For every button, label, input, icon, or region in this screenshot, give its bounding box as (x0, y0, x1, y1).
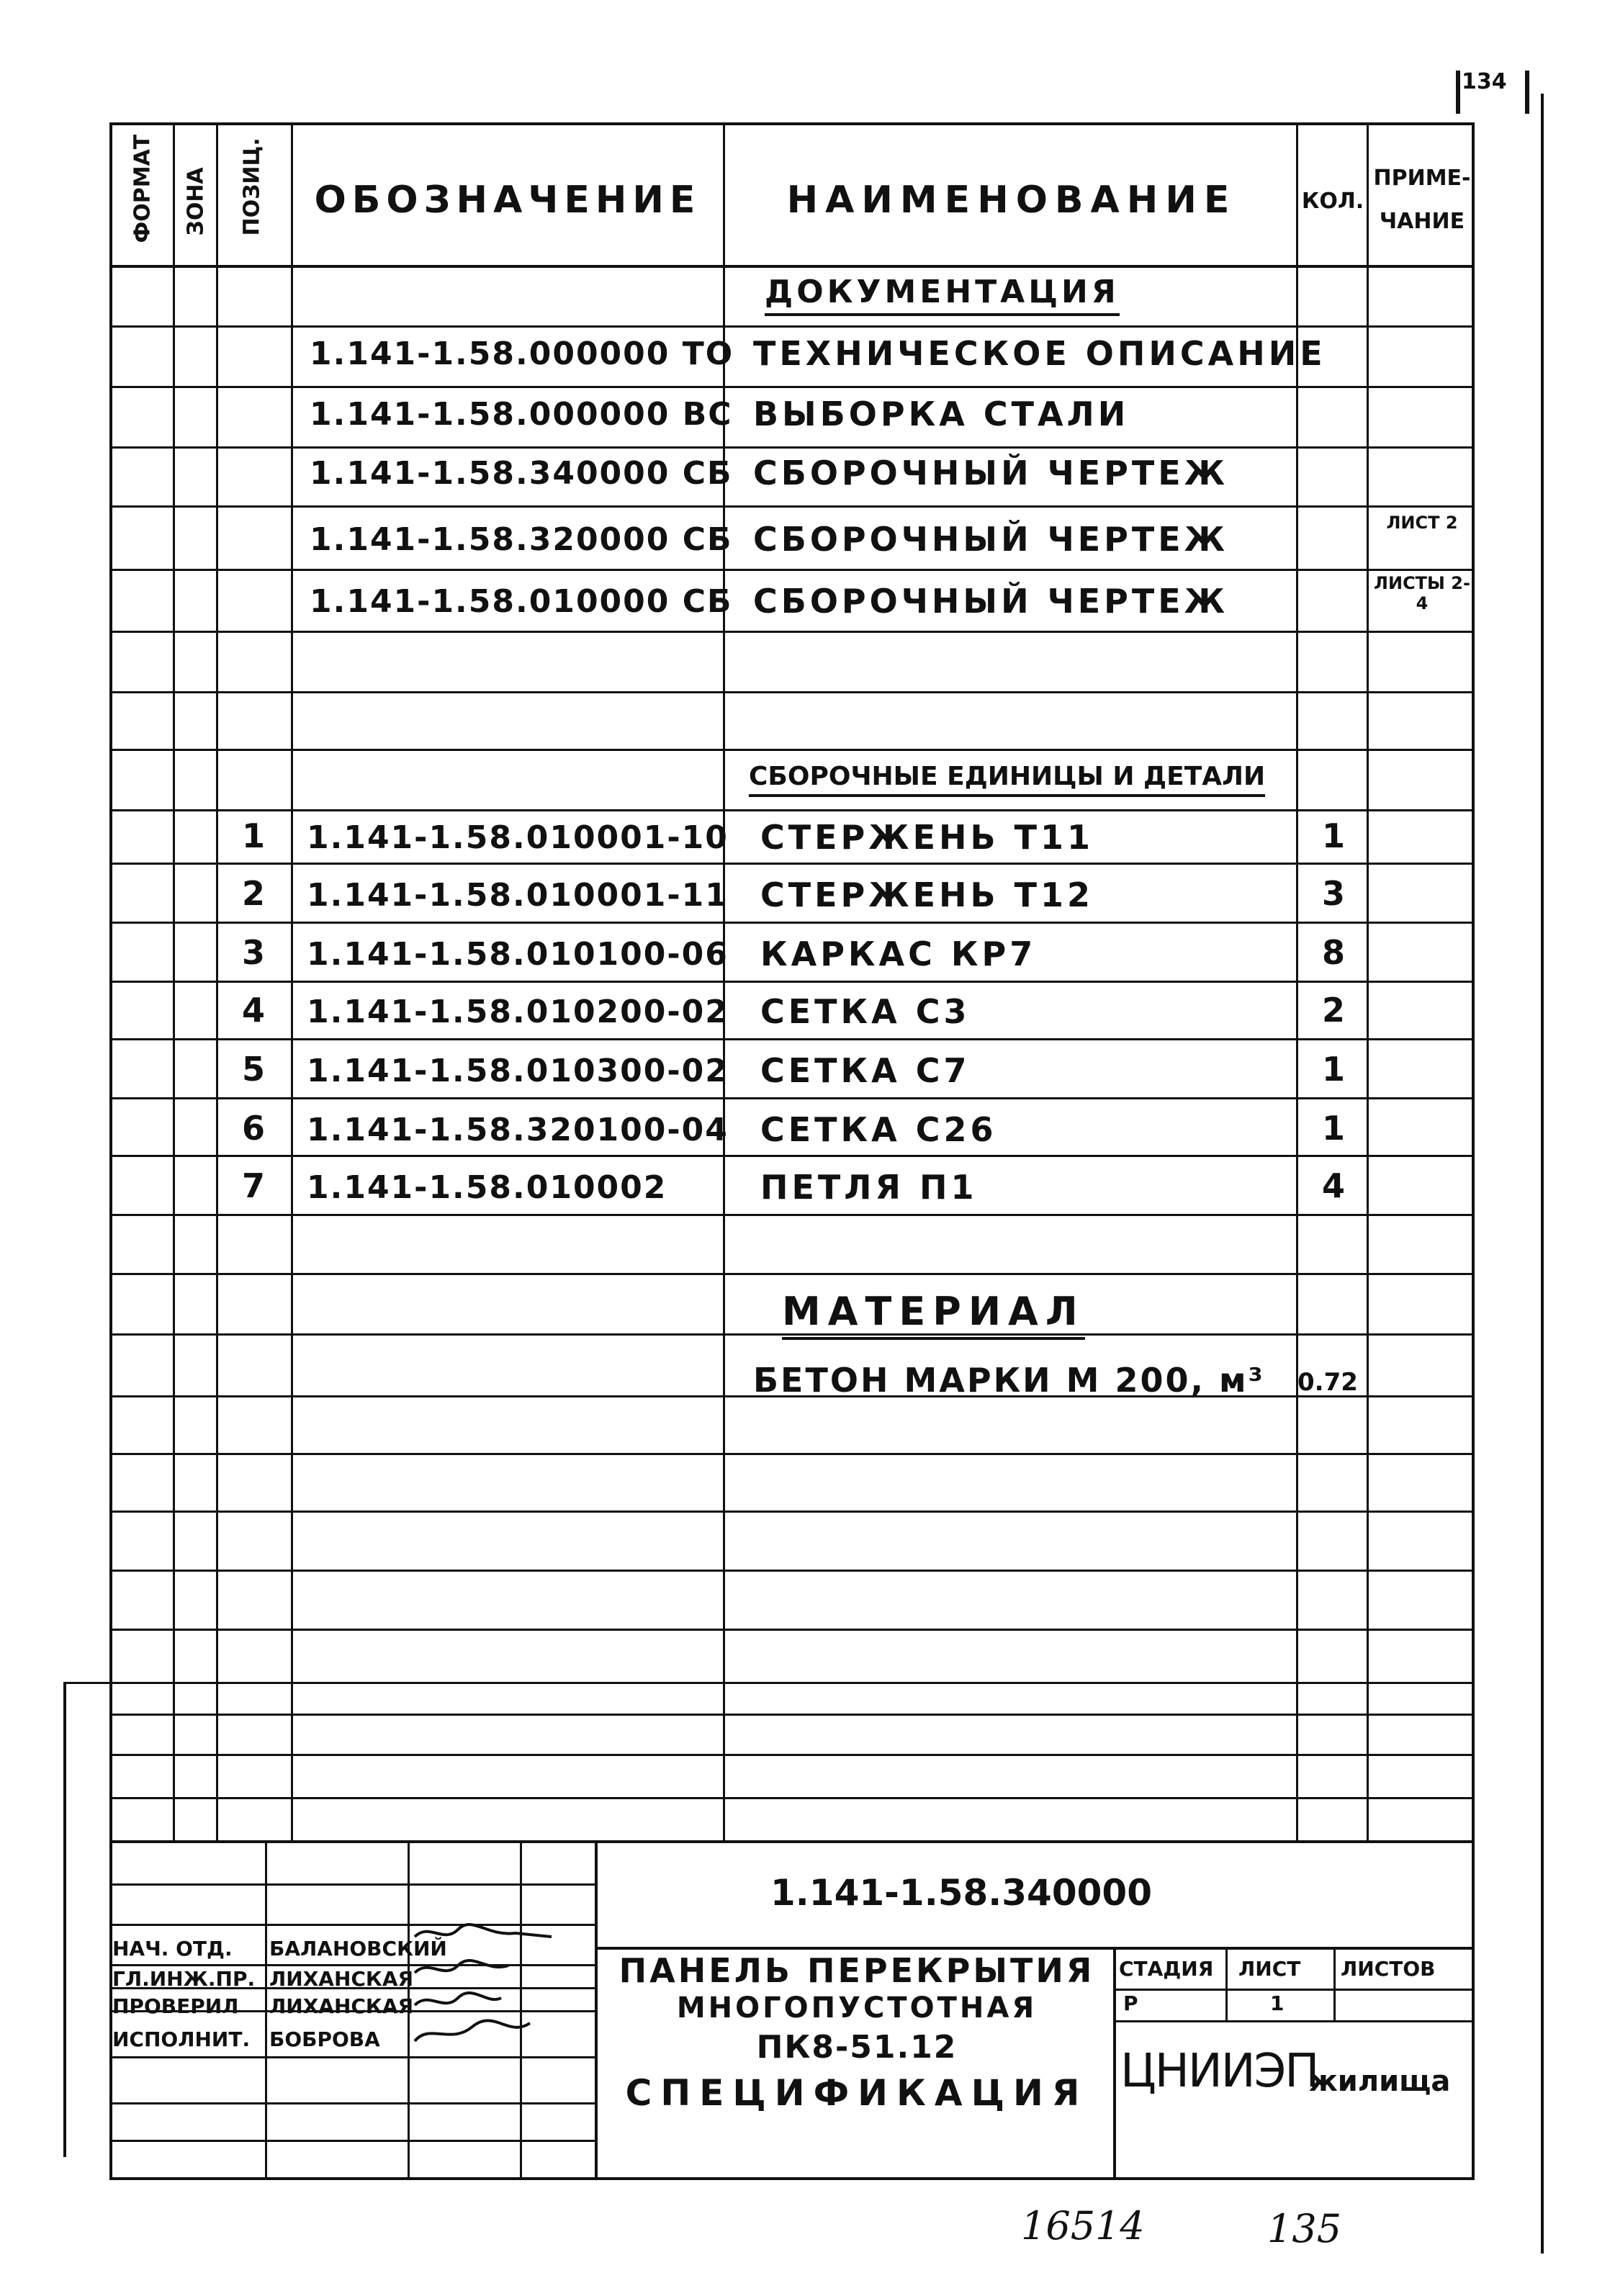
part-designation: 1.141-1.58.320100-04 (307, 1112, 729, 1148)
stamp-person: БАЛАНОВСКИЙ (269, 1937, 447, 1960)
doc-name: СБОРОЧНЫЙ ЧЕРТЕЖ (753, 454, 1229, 492)
right-margin-line (1541, 94, 1544, 2254)
part-designation: 1.141-1.58.010001-11 (307, 877, 729, 914)
stamp-title-1: ПАНЕЛЬ ПЕРЕКРЫТИЯ (618, 1951, 1095, 1990)
part-position: 5 (241, 1050, 265, 1089)
header-zone: ЗОНА (183, 167, 209, 236)
stamp-stage-value: Р (1123, 1991, 1138, 2015)
doc-name: СБОРОЧНЫЙ ЧЕРТЕЖ (753, 520, 1229, 559)
binding-margin-line (63, 1682, 66, 2157)
table-row-line (109, 1714, 1475, 1716)
header-format: ФОРМАТ (130, 134, 156, 243)
stamp-row-h (109, 2140, 595, 2142)
header-bottom-line (109, 265, 1475, 268)
part-designation: 1.141-1.58.010002 (307, 1169, 667, 1206)
stamp-top-line (109, 1840, 1475, 1843)
stamp-info-row-1 (1113, 1989, 1475, 1991)
part-name: КАРКАС КР7 (760, 935, 1037, 973)
stamp-row-g (109, 2102, 595, 2104)
table-row-line (109, 1038, 1475, 1040)
header-designation: ОБОЗНАЧЕНИЕ (314, 179, 701, 222)
part-name: СТЕРЖЕНЬ Т12 (760, 875, 1094, 914)
section-material: МАТЕРИАЛ (782, 1289, 1085, 1340)
signature-scribbles (408, 1915, 573, 2059)
part-position: 6 (241, 1109, 265, 1148)
stamp-title-3: ПК8-51.12 (756, 2029, 958, 2066)
table-row-line (109, 386, 1475, 388)
table-row-line (109, 1097, 1475, 1099)
stamp-info-row-2 (1113, 2020, 1475, 2022)
stamp-info-divider (1113, 1947, 1116, 2180)
section-parts: СБОРОЧНЫЕ ЕДИНИЦЫ И ДЕТАЛИ (749, 762, 1265, 797)
table-row-line (109, 1682, 1475, 1684)
table-row-line (109, 691, 1475, 693)
table-row-line (109, 1754, 1475, 1756)
section-documentation: ДОКУМЕНТАЦИЯ (765, 274, 1120, 316)
stamp-info-col-2 (1333, 1947, 1336, 2020)
table-row-line (109, 749, 1475, 751)
table-row-line (109, 922, 1475, 924)
stamp-row-a (109, 1883, 595, 1886)
doc-name: ТЕХНИЧЕСКОЕ ОПИСАНИЕ (753, 334, 1326, 373)
part-designation: 1.141-1.58.010001-10 (307, 819, 729, 856)
table-row-line (109, 1797, 1475, 1799)
stamp-sheet-value: 1 (1270, 1991, 1285, 2015)
table-row-line (109, 505, 1475, 508)
stamp-person: ЛИХАНСКАЯ (269, 1994, 414, 2018)
table-row-line (109, 1273, 1475, 1275)
part-position: 2 (241, 874, 265, 913)
stamp-role: ИСПОЛНИТ. (112, 2027, 251, 2051)
table-row-line (109, 1155, 1475, 1157)
part-designation: 1.141-1.58.010100-06 (307, 936, 729, 973)
part-qty: 8 (1321, 933, 1345, 972)
part-qty: 4 (1321, 1166, 1345, 1205)
part-position: 4 (241, 991, 265, 1030)
binding-margin-top (63, 1682, 109, 1684)
sheet-corner-number: 134 (1462, 69, 1507, 94)
table-row-line (109, 1214, 1475, 1216)
stamp-person: БОБРОВА (269, 2027, 380, 2051)
handwritten-number-right: 135 (1267, 2206, 1342, 2251)
material-qty: 0.72 (1297, 1368, 1358, 1397)
stamp-info-col-1 (1225, 1947, 1228, 2020)
doc-designation: 1.141-1.58.000000 ТО (310, 336, 734, 372)
doc-designation: 1.141-1.58.000000 ВС (310, 396, 733, 433)
header-name: НАИМЕНОВАНИЕ (786, 179, 1237, 222)
doc-designation: 1.141-1.58.010000 СБ (310, 583, 733, 620)
table-row-line (109, 1453, 1475, 1455)
table-row-line (109, 446, 1475, 449)
header-qty: КОЛ. (1301, 189, 1364, 214)
doc-note: ЛИСТ 2 (1386, 513, 1458, 533)
stamp-sheet-label: ЛИСТ (1238, 1957, 1301, 1981)
part-designation: 1.141-1.58.010300-02 (307, 1053, 729, 1089)
stamp-code-bottom (595, 1947, 1475, 1950)
stamp-col-4 (595, 1840, 598, 2180)
table-row-line (109, 809, 1475, 811)
table-row-line (109, 1570, 1475, 1572)
stamp-org-suffix: жилища (1309, 2065, 1451, 2098)
stamp-role: ПРОВЕРИЛ (112, 1994, 239, 2018)
part-qty: 3 (1321, 874, 1345, 913)
part-name: ПЕТЛЯ П1 (760, 1168, 978, 1207)
part-position: 7 (241, 1166, 265, 1205)
part-name: СЕТКА С7 (760, 1051, 971, 1090)
header-position: ПОЗИЦ. (239, 138, 265, 236)
part-qty: 1 (1321, 1050, 1345, 1089)
table-row-line (109, 981, 1475, 983)
stamp-role: ГЛ.ИНЖ.ПР. (112, 1967, 256, 1991)
doc-note: ЛИСТЫ 2-4 (1374, 573, 1470, 613)
doc-name: ВЫБОРКА СТАЛИ (753, 395, 1130, 433)
table-row-line (109, 325, 1475, 328)
material-name: БЕТОН МАРКИ М 200, м³ (753, 1361, 1265, 1400)
table-row-line (109, 631, 1475, 633)
stamp-org: ЦНИИЭП (1120, 2045, 1318, 2098)
table-row-line (109, 1511, 1475, 1513)
doc-name: СБОРОЧНЫЙ ЧЕРТЕЖ (753, 582, 1229, 621)
table-row-line (109, 569, 1475, 571)
part-qty: 1 (1321, 1109, 1345, 1148)
part-position: 3 (241, 933, 265, 972)
header-note-1: ПРИМЕ- (1373, 166, 1471, 191)
handwritten-number-left: 16514 (1021, 2203, 1145, 2248)
stamp-role: НАЧ. ОТД. (112, 1937, 233, 1960)
stamp-doc-code: 1.141-1.58.340000 (770, 1872, 1153, 1914)
table-row-line (109, 863, 1475, 865)
part-name: СЕТКА С3 (760, 992, 971, 1031)
stamp-person: ЛИХАНСКАЯ (269, 1967, 414, 1991)
part-name: СТЕРЖЕНЬ Т11 (760, 818, 1094, 857)
part-qty: 2 (1321, 991, 1345, 1030)
part-qty: 1 (1321, 816, 1345, 855)
doc-designation: 1.141-1.58.340000 СБ (310, 455, 733, 492)
doc-designation: 1.141-1.58.320000 СБ (310, 521, 733, 558)
part-name: СЕТКА С26 (760, 1110, 997, 1149)
table-row-line (109, 1629, 1475, 1631)
stamp-stage-label: СТАДИЯ (1119, 1957, 1214, 1981)
stamp-title-2: МНОГОПУСТОТНАЯ (676, 1991, 1038, 2025)
part-designation: 1.141-1.58.010200-02 (307, 994, 729, 1030)
header-note-2: ЧАНИЕ (1379, 209, 1465, 234)
stamp-title-4: СПЕЦИФИКАЦИЯ (625, 2072, 1089, 2114)
part-position: 1 (241, 816, 265, 855)
stamp-sheets-label: ЛИСТОВ (1341, 1957, 1436, 1981)
